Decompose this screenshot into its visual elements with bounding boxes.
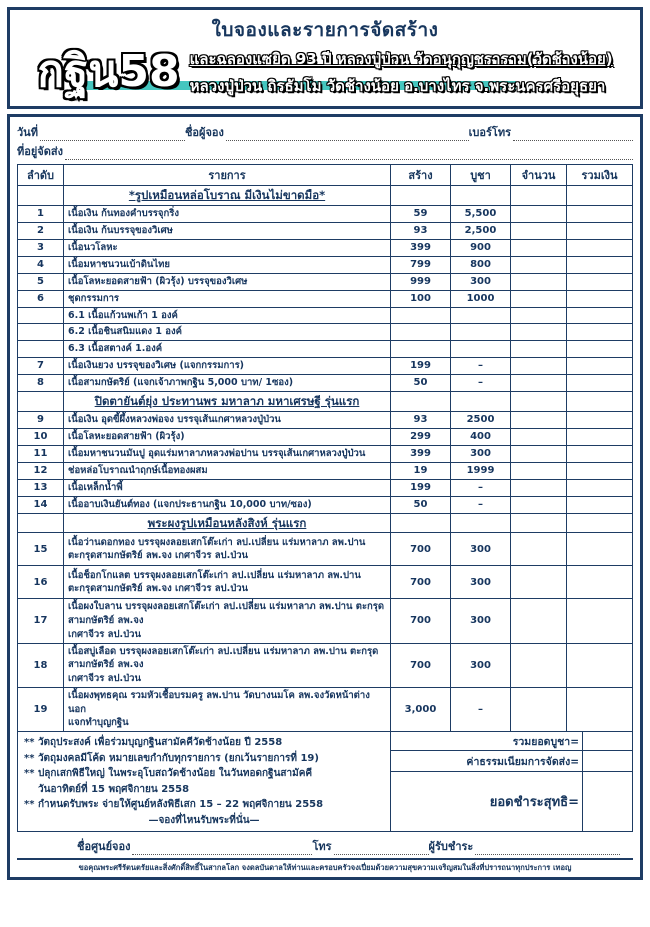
item-name-cell: ช่อหล่อโบราณนำฤกษ์เนื้อทองผสม [64,462,391,479]
order-quantity-blank-cell [511,205,567,222]
total-amount-blank-cell [567,479,633,496]
order-quantity-blank-cell [511,222,567,239]
net-total-row [391,772,632,831]
order-quantity-blank-cell [511,462,567,479]
order-quantity-blank-cell [511,496,567,513]
row-number-cell: 13 [18,479,64,496]
phone-fill-line [513,128,633,141]
table-row [18,324,633,341]
total-amount-blank-cell [567,273,633,290]
row-number-cell: 17 [18,599,64,643]
table-row [18,411,633,428]
table-row [18,533,633,566]
made-quantity-cell: 999 [391,273,451,290]
worship-price-cell: – [451,479,511,496]
table-row [18,643,633,687]
header-qty: จำนวน [511,165,567,186]
order-form-sheet [7,7,643,880]
item-name-cell: เนื้อเหล็กน้ำพี้ [64,479,391,496]
table-row [18,428,633,445]
kathin58-logo: กฐิน58 [37,46,180,98]
order-quantity-blank-cell [511,341,567,358]
booking-center-fill-line [132,842,312,855]
worship-price-cell: 300 [451,566,511,599]
page-title: ใบจองและรายการจัดสร้าง [211,19,439,41]
table-row [18,186,633,206]
total-amount-blank-cell [567,513,633,533]
header-total: รวมเงิน [567,165,633,186]
made-quantity-cell: 93 [391,411,451,428]
table-row [18,445,633,462]
total-amount-blank-cell [567,357,633,374]
total-amount-blank-cell [567,643,633,687]
made-quantity-cell: 199 [391,357,451,374]
worship-price-cell: 900 [451,239,511,256]
worship-price-cell: 300 [451,273,511,290]
note-line: ** กำหนดรับพระ จ่ายให้ศูนย์หลังพิธีเสก 15 – 22 พฤศจิกายน 2558 [24,799,324,811]
worship-price-cell: 2,500 [451,222,511,239]
item-name-cell: เนื้อว่านดอกทอง บรรจุผงลอยเสกโต๊ะเก่า ลป.เปลี่ยน แร่มหาลาภ ลพ.ปาน ตะกรุดสามกษัตริย์ ลพ.จง เกศาจีวร ลป.ป่วน [64,533,391,566]
worship-price-cell: 5,500 [451,205,511,222]
total-amount-blank-cell [567,391,633,411]
shipping-address-fill-line [65,147,633,160]
row-number-cell [18,391,64,411]
table-row [18,341,633,358]
notes-totals-block [17,732,633,832]
row-number-cell: 8 [18,374,64,391]
header-no: ลำดับ [18,165,64,186]
subtotal-row [391,732,632,751]
order-quantity-blank-cell [511,391,567,411]
item-name-cell: *รูปเหมือนหล่อโบราณ มีเงินไม่ขาดมือ* [64,186,391,206]
blessing-text: ขอคุณพระศรีรัตนตรัยและสิ่งศักดิ์สิทธิ์ในสากลโลก จงดลบันดาลให้ท่านและครอบครัวจงเปี่ยมด้วยความสุขความเจริญสมในสิ่งที่ปรารถนาทุกประการ เทอญ [17,858,633,877]
item-name-cell: เนื้ออาบเงินยันต์ทอง (แจกประธานกฐิน 10,000 บาท/ซอง) [64,496,391,513]
worship-price-cell: 300 [451,445,511,462]
row-number-cell: 15 [18,533,64,566]
order-quantity-blank-cell [511,687,567,731]
worship-price-cell: 2500 [451,411,511,428]
row-number-cell [18,186,64,206]
table-row [18,290,633,307]
table-row [18,256,633,273]
worship-price-cell: 300 [451,643,511,687]
made-quantity-cell [391,391,451,411]
booking-info-line-1 [17,122,633,141]
table-row [18,357,633,374]
header-box [7,7,643,109]
total-amount-blank-cell [567,290,633,307]
made-quantity-cell: 700 [391,643,451,687]
made-quantity-cell [391,307,451,324]
made-quantity-cell: 700 [391,533,451,566]
made-quantity-cell: 3,000 [391,687,451,731]
items-table [17,164,633,732]
order-quantity-blank-cell [511,599,567,643]
item-name-cell: 6.3 เนื้อสตางค์ 1.องค์ [64,341,391,358]
item-name-cell: 6.1 เนื้อแก้วนพเก้า 1 องค์ [64,307,391,324]
made-quantity-cell: 299 [391,428,451,445]
item-name-cell: เนื้อมหาชนวนเบ้าดินไทย [64,256,391,273]
totals-column [390,732,632,831]
item-name-cell: เนื้อโลหะยอดสายฟ้า (ผิวรุ้ง) บรรจุของวิเศษ [64,273,391,290]
item-name-cell: เนื้อสามกษัตริย์ (แจกเจ้าภาพกฐิน 5,000 บาท/ 1ซอง) [64,374,391,391]
subtitle-line-1: และฉลองแซยิด 93 ปี หลวงปู่ป่วน วัดอนุกุญชราราม(วัดช้างน้อย) [189,50,613,68]
order-quantity-blank-cell [511,566,567,599]
table-row [18,205,633,222]
order-quantity-blank-cell [511,324,567,341]
subtitle-line-2: หลวงปู่ป่วน ถิรธัมโม วัดช้างน้อย อ.บางไทร จ.พระนครศรีอยุธยา [189,77,606,95]
note-line: ** วัตถุมงคลมีโค้ด หมายเลขกำกับทุกรายการ (ยกเว้นรายการที่ 19) [24,752,319,764]
total-amount-blank-cell [567,566,633,599]
tel-fill-line [334,842,429,855]
made-quantity-cell [391,341,451,358]
table-row [18,566,633,599]
row-number-cell: 19 [18,687,64,731]
total-amount-blank-cell [567,307,633,324]
note-line: —จองที่ไหนรับพระที่นั่น— [148,814,260,826]
made-quantity-cell [391,324,451,341]
table-row [18,479,633,496]
net-total-label: ยอดชำระสุทธิ= [489,795,579,811]
worship-price-cell: 300 [451,533,511,566]
order-quantity-blank-cell [511,513,567,533]
order-quantity-blank-cell [511,533,567,566]
order-quantity-blank-cell [511,643,567,687]
booking-center-label: ชื่อศูนย์จอง [77,840,131,854]
table-header-row [18,165,633,186]
row-number-cell: 18 [18,643,64,687]
row-number-cell: 1 [18,205,64,222]
made-quantity-cell: 399 [391,445,451,462]
total-amount-blank-cell [567,411,633,428]
header-price: บูชา [451,165,511,186]
order-quantity-blank-cell [511,357,567,374]
row-number-cell: 2 [18,222,64,239]
worship-price-cell: – [451,687,511,731]
table-row [18,273,633,290]
order-quantity-blank-cell [511,307,567,324]
order-quantity-blank-cell [511,445,567,462]
item-name-cell: ชุดกรรมการ [64,290,391,307]
row-number-cell: 12 [18,462,64,479]
logo-row [14,47,636,98]
row-number-cell: 4 [18,256,64,273]
notes-list [18,732,390,831]
worship-price-cell: 400 [451,428,511,445]
net-total-value-box [582,772,632,831]
row-number-cell [18,513,64,533]
order-quantity-blank-cell [511,186,567,206]
made-quantity-cell: 59 [391,205,451,222]
row-number-cell: 9 [18,411,64,428]
item-name-cell: เนื้อมหาชนวนมันปู อุดแร่มหาลาภหลวงพ่อปาน บรรจุเส้นเกศาหลวงปู่ป่วน [64,445,391,462]
shipping-fee-value-box [582,751,632,771]
worship-price-cell: – [451,374,511,391]
made-quantity-cell: 50 [391,374,451,391]
made-quantity-cell: 50 [391,496,451,513]
note-line: ** ปลุกเสกพิธีใหญ่ ในพระอุโบสถวัดช้างน้อย ในวันทอดกฐินสามัคคี [24,768,313,780]
worship-price-cell [451,307,511,324]
date-fill-line [40,128,185,141]
note-line: ** วัตถุประสงค์ เพื่อร่วมบุญกฐินสามัคคีวัดช้างน้อย ปี 2558 [24,737,283,749]
item-name-cell: เนื้อเงิน ก้นบรรจุของวิเศษ [64,222,391,239]
item-name-cell: เนื้อช็อกโกแลต บรรจุผงลอยเสกโต๊ะเก่า ลป.เปลี่ยน แร่มหาลาภ ลพ.ปาน ตะกรุดสามกษัตริย์ ลพ.จง เกศาจีวร ลป.ป่วน [64,566,391,599]
tel-label: โทร [312,840,332,854]
item-name-cell: เนื้อผงพุทธคุณ รวมหัวเชื้อบรมครู ลพ.ปาน วัดบางนมโค ลพ.จงวัดหน้าต่างนอก แจกทำบุญกฐิน [64,687,391,731]
item-name-cell: เนื้อผงใบลาน บรรจุผงลอยเสกโต๊ะเก่า ลป.เปลี่ยน แร่มหาลาภ ลพ.ปาน ตะกรุดสามกษัตริย์ ลพ.จง เกศาจีวร ลป.ป่วน [64,599,391,643]
date-label: วันที่ [17,126,38,139]
worship-price-cell: 300 [451,599,511,643]
item-name-cell: เนื้อโลหะยอดสายฟ้า (ผิวรุ้ง) [64,428,391,445]
item-name-cell: เนื้อนวโลหะ [64,239,391,256]
total-amount-blank-cell [567,205,633,222]
total-amount-blank-cell [567,341,633,358]
total-amount-blank-cell [567,428,633,445]
shipping-address-label: ที่อยู่จัดส่ง [17,145,63,158]
item-name-cell: พระผงรูปเหมือนหลังสิงห์ รุ่นแรก [64,513,391,533]
table-row [18,687,633,731]
order-quantity-blank-cell [511,290,567,307]
item-name-cell: ปิดตายันต์ยุ่ง ประทานพร มหาลาภ มหาเศรษฐี รุ่นแรก [64,391,391,411]
total-amount-blank-cell [567,186,633,206]
booker-name-label: ชื่อผู้จอง [184,126,224,139]
order-quantity-blank-cell [511,239,567,256]
made-quantity-cell: 799 [391,256,451,273]
worship-price-cell [451,513,511,533]
total-amount-blank-cell [567,687,633,731]
total-amount-blank-cell [567,496,633,513]
booking-info-line-2 [17,141,633,160]
table-row [18,496,633,513]
header-made: สร้าง [391,165,451,186]
total-amount-blank-cell [567,374,633,391]
subtotal-label: รวมยอดบูชา= [512,735,579,748]
row-number-cell [18,324,64,341]
note-line: วันอาทิตย์ที่ 15 พฤศจิกายน 2558 [38,783,190,795]
order-quantity-blank-cell [511,479,567,496]
signature-row [17,832,633,858]
total-amount-blank-cell [567,599,633,643]
row-number-cell: 5 [18,273,64,290]
worship-price-cell [451,341,511,358]
total-amount-blank-cell [567,256,633,273]
item-name-cell: เนื้อเงิน อุดขี้ผึ้งหลวงพ่อจง บรรจุเส้นเกศาหลวงปู่ป่วน [64,411,391,428]
worship-price-cell: 1000 [451,290,511,307]
table-row [18,391,633,411]
total-amount-blank-cell [567,462,633,479]
worship-price-cell [451,324,511,341]
table-row [18,462,633,479]
made-quantity-cell: 399 [391,239,451,256]
worship-price-cell: – [451,496,511,513]
phone-label: เบอร์โทร [468,126,511,139]
total-amount-blank-cell [567,222,633,239]
item-name-cell: เนื้อเงินยวง บรรจุของวิเศษ (แจกกรรมการ) [64,357,391,374]
total-amount-blank-cell [567,239,633,256]
row-number-cell: 16 [18,566,64,599]
made-quantity-cell: 199 [391,479,451,496]
made-quantity-cell [391,186,451,206]
row-number-cell: 14 [18,496,64,513]
row-number-cell: 10 [18,428,64,445]
main-box [7,114,643,880]
row-number-cell: 11 [18,445,64,462]
order-quantity-blank-cell [511,428,567,445]
row-number-cell [18,307,64,324]
made-quantity-cell: 19 [391,462,451,479]
table-row [18,599,633,643]
table-row [18,239,633,256]
row-number-cell: 3 [18,239,64,256]
row-number-cell: 7 [18,357,64,374]
shipping-fee-row [391,751,632,772]
subtotal-value-box [582,732,632,750]
logo-subtitles [190,47,613,98]
total-amount-blank-cell [567,324,633,341]
total-amount-blank-cell [567,445,633,462]
items-table-body [18,186,633,732]
payee-fill-line [475,842,620,855]
table-row [18,374,633,391]
made-quantity-cell [391,513,451,533]
made-quantity-cell: 700 [391,566,451,599]
order-quantity-blank-cell [511,273,567,290]
total-amount-blank-cell [567,533,633,566]
booker-name-fill-line [226,128,469,141]
table-row [18,222,633,239]
payee-label: ผู้รับชำระ [428,840,474,854]
made-quantity-cell: 93 [391,222,451,239]
item-name-cell: เนื้อสบู่เลือด บรรจุผงลอยเสกโต๊ะเก่า ลป.เปลี่ยน แร่มหาลาภ ลพ.ปาน ตะกรุดสามกษัตริย์ ลพ.จง เกศาจีวร ลป.ป่วน [64,643,391,687]
made-quantity-cell: 700 [391,599,451,643]
table-row [18,307,633,324]
table-row [18,513,633,533]
made-quantity-cell: 100 [391,290,451,307]
worship-price-cell: 1999 [451,462,511,479]
row-number-cell: 6 [18,290,64,307]
order-quantity-blank-cell [511,411,567,428]
worship-price-cell: 800 [451,256,511,273]
worship-price-cell [451,391,511,411]
item-name-cell: 6.2 เนื้อชินสนิมแดง 1 องค์ [64,324,391,341]
order-quantity-blank-cell [511,374,567,391]
item-name-cell: เนื้อเงิน ก้นทองคำบรรจุกริ่ง [64,205,391,222]
header-item: รายการ [64,165,391,186]
worship-price-cell: – [451,357,511,374]
order-quantity-blank-cell [511,256,567,273]
worship-price-cell [451,186,511,206]
row-number-cell [18,341,64,358]
shipping-fee-label: ค่าธรรมเนียมการจัดส่ง= [466,755,579,768]
